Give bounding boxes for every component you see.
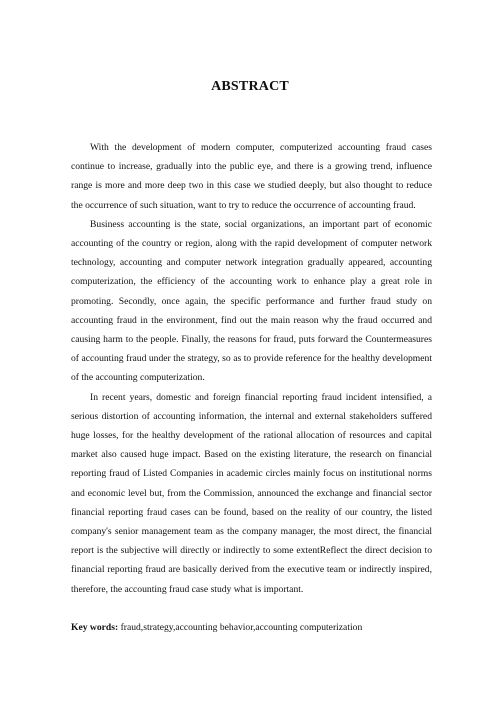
keywords-label: Key words: [71, 621, 119, 633]
abstract-title: ABSTRACT [211, 79, 289, 94]
keywords-line [71, 618, 432, 637]
keywords-value: fraud,strategy,accounting behavior,accounting computerization [118, 621, 363, 633]
abstract-body [71, 138, 432, 637]
abstract-paragraph-1: With the development of modern computer, computerized accounting fraud cases continue to increase, gradually into the public eye, and there is a growing trend, influence range is more and more deep two in this case we studied deeply, but also thought to reduce the occurrence of such situation, want to try to reduce the occurrence of accounting fraud. [71, 142, 432, 211]
abstract-paragraph-3: In recent years, domestic and foreign financial reporting fraud incident intensified, a serious distortion of accounting information, the internal and external stakeholders suffered huge losses, for the healthy development of the rational allocation of resources and capital market also caused huge impact. Based on the existing literature, the research on financial reporting fraud of Listed Companies in academic circles mainly focus on institutional norms and economic level but, from the Commission, announced the exchange and financial sector financial reporting fraud cases can be found, based on the reality of our country, the listed company's senior management team as the company manager, the most direct, the financial report is the subjective will directly or indirectly to some extentReflect the direct decision to financial reporting fraud are basically derived from the executive team or indirectly inspired, therefore, the accounting fraud case study what is important. [71, 391, 432, 595]
abstract-paragraph-2: Business accounting is the state, social organizations, an important part of economic accounting of the country or region, along with the rapid development of computer network technology, accounting and computer network integration gradually appeared, accounting computerization, the efficiency of the accounting work to enhance play a great role in promoting. Secondly, once again, the specific performance and further fraud study on accounting fraud in the environment, find out the main reason why the fraud occurred and causing harm to the people. Finally, the reasons for fraud, puts forward the Countermeasures of accounting fraud under the strategy, so as to provide reference for the healthy development of the accounting computerization. [71, 218, 432, 384]
